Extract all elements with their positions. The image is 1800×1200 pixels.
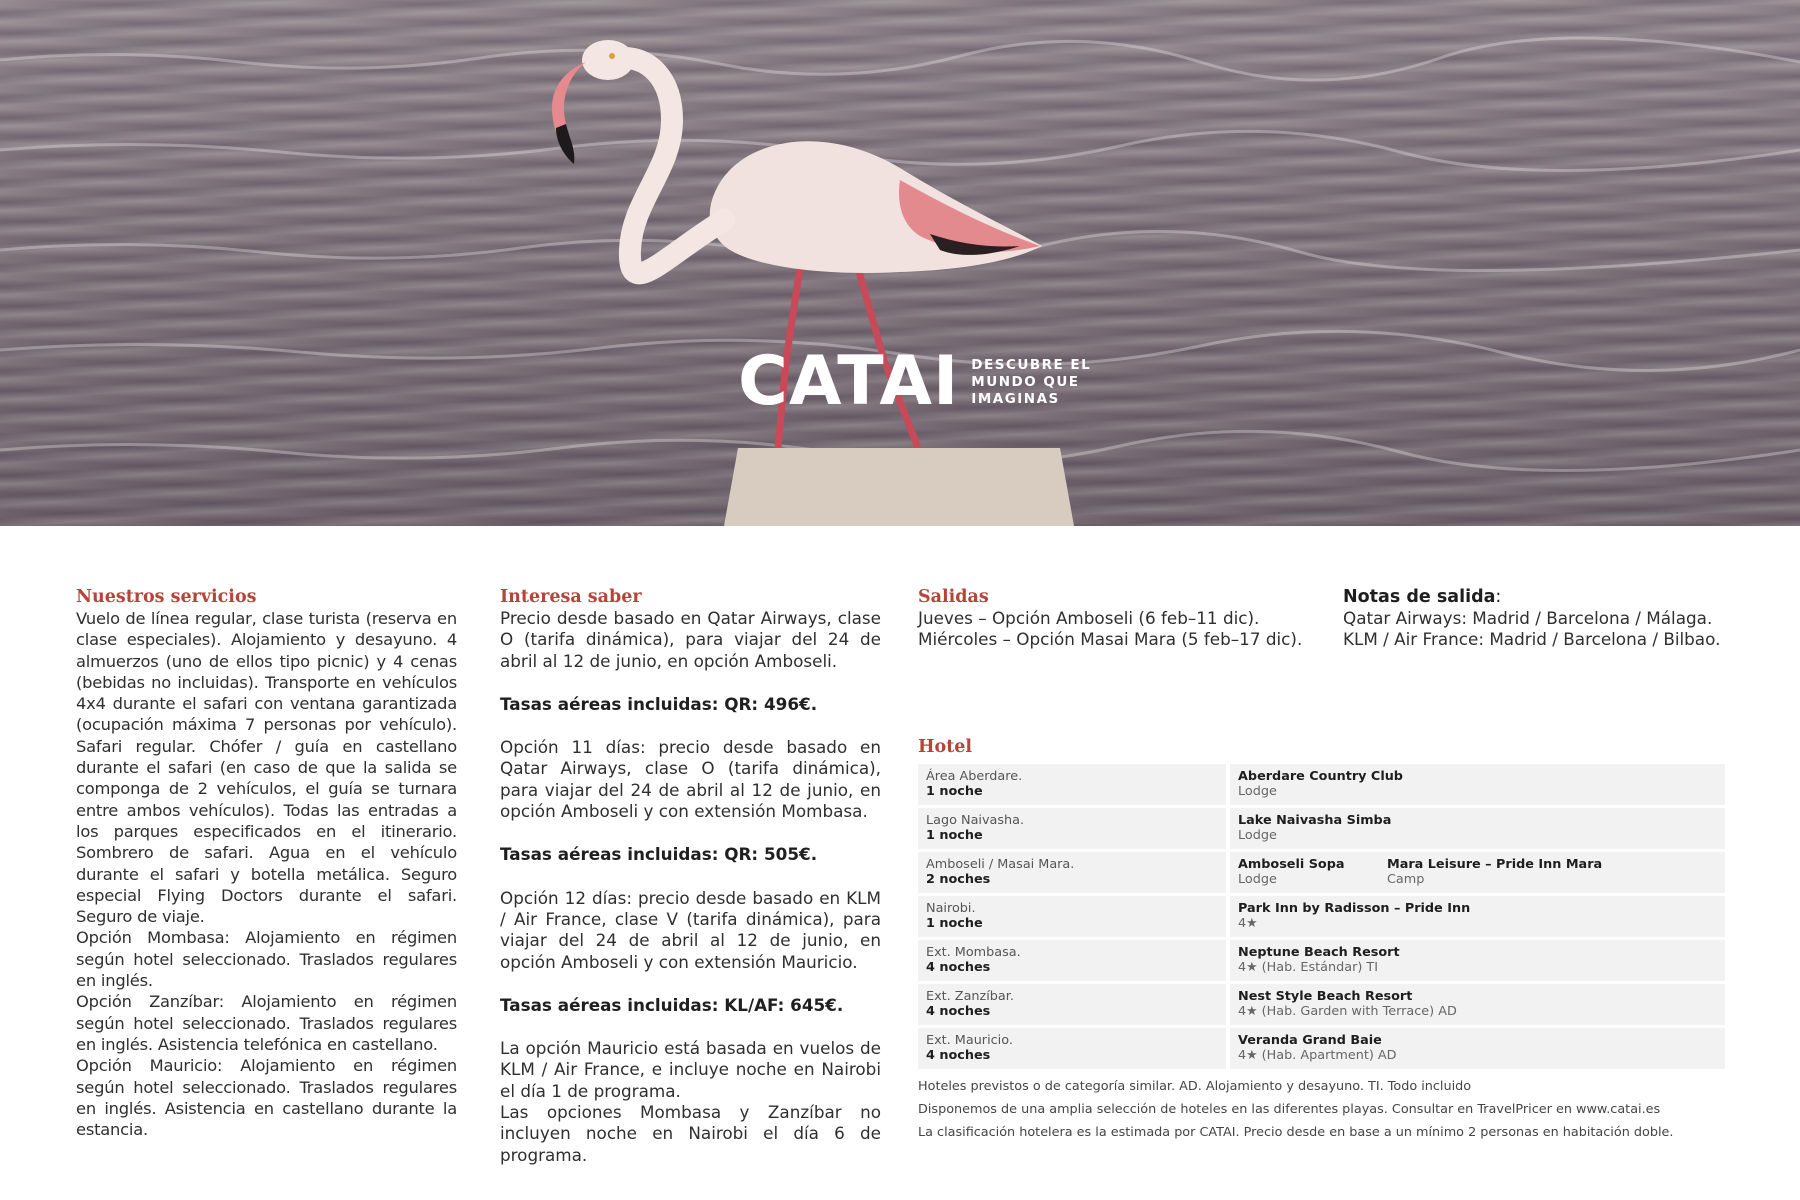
table-row	[918, 852, 1725, 893]
hotel-name: Veranda Grand Baie	[1238, 1033, 1382, 1048]
hotel-name: Nest Style Beach Resort	[1238, 989, 1413, 1004]
hotel-category: Camp	[1387, 872, 1425, 887]
tagline-line: MUNDO QUE	[971, 373, 1080, 390]
hotel-area-cell	[918, 808, 1226, 849]
hotel-entry	[1238, 901, 1470, 932]
services-paragraph: Opción Mauricio: Alojamiento en régimen según hotel seleccionado. Traslados regulares en inglés. Asistencia en castellano durante la estancia.	[76, 1056, 457, 1140]
hotel-name: Park Inn by Radisson – Pride Inn	[1238, 901, 1471, 916]
info-paragraph: La opción Mauricio está basada en vuelos de KLM / Air France, e incluye noche en Nairobi el día 1 de programa.	[500, 1038, 881, 1101]
flamingo-head	[582, 40, 634, 80]
hotel-category: Lodge	[1238, 872, 1277, 887]
hotel-category: Lodge	[1238, 828, 1277, 843]
departure-note-line: Qatar Airways: Madrid / Barcelona / Málaga.	[1343, 608, 1713, 628]
hero-image	[0, 0, 1800, 526]
hotel-area-cell	[918, 984, 1226, 1025]
area-nights: 1 noche	[926, 784, 983, 799]
departures-section	[918, 586, 1308, 651]
logo-tagline	[971, 357, 1091, 408]
hotel-name: Neptune Beach Resort	[1238, 945, 1400, 960]
hotel-entry	[1238, 769, 1403, 800]
hotel-names-cell	[1230, 1028, 1725, 1069]
table-row	[918, 940, 1725, 981]
table-row	[918, 1028, 1725, 1069]
hotel-category: 4★ (Hab. Estándar) TI	[1238, 960, 1378, 975]
hotel-names-cell	[1230, 940, 1725, 981]
table-row	[918, 808, 1725, 849]
departure-notes-section	[1343, 586, 1733, 651]
tax-line: Tasas aéreas incluidas: QR: 496€.	[500, 693, 818, 714]
hotel-area-cell	[918, 896, 1226, 937]
area-nights: 4 noches	[926, 960, 991, 975]
hotel-entry	[1238, 857, 1387, 888]
hotel-note: Hoteles previstos o de categoría similar. AD. Alojamiento y desayuno. TI. Todo incluido	[918, 1079, 1472, 1094]
hotel-name: Aberdare Country Club	[1238, 769, 1403, 784]
hotel-name: Amboseli Sopa	[1238, 857, 1345, 872]
tagline-line: DESCUBRE EL	[971, 356, 1092, 373]
hotel-notes	[918, 1075, 1725, 1144]
area-nights: 4 noches	[926, 1048, 991, 1063]
hotel-names-cell	[1230, 896, 1725, 937]
services-section	[76, 586, 457, 1140]
pedestal-block	[724, 448, 1074, 526]
table-row	[918, 984, 1725, 1025]
hotel-area-cell	[918, 764, 1226, 805]
hotel-entry	[1238, 989, 1457, 1020]
hotel-category: Lodge	[1238, 784, 1277, 799]
departure-line: Jueves – Opción Amboseli (6 feb–11 dic).	[918, 608, 1260, 628]
hotel-names-cell	[1230, 808, 1725, 849]
area-name: Ext. Mombasa.	[926, 945, 1021, 960]
info-paragraph: Las opciones Mombasa y Zanzíbar no incluyen noche en Nairobi el día 6 de programa.	[500, 1102, 881, 1165]
services-paragraph: Opción Zanzíbar: Alojamiento en régimen según hotel seleccionado. Traslados regulares en inglés. Asistencia telefónica en castellano.	[76, 992, 457, 1054]
area-name: Amboseli / Masai Mara.	[926, 857, 1075, 872]
services-paragraph: Vuelo de línea regular, clase turista (reserva en clase especiales). Alojamiento y desayuno. 4 almuerzos (uno de ellos tipo picnic) y 4 cenas (bebidas no incluidas). Transporte en vehículos 4x4 durante el safari con ventana garantizada (ocupación máxima 7 personas por vehículo). Safari regular. Chófer / guía en castellano durante el safari (en caso de que la salida se componga de 2 vehículos, el guía se turnara entre ambos vehículos). Todas las entradas a los parques especificados en el itinerario. Sombrero de safari. Agua en el vehículo durante el safari y botella metálica. Seguro especial Flying Doctors durante el safari. Seguro de viaje.	[76, 609, 457, 927]
area-name: Ext. Zanzíbar.	[926, 989, 1014, 1004]
catai-logo	[738, 342, 1092, 421]
area-nights: 2 noches	[926, 872, 991, 887]
hotel-table	[918, 764, 1725, 1069]
hotel-names-cell	[1230, 852, 1725, 893]
tagline-line: IMAGINAS	[971, 390, 1060, 407]
table-row	[918, 764, 1725, 805]
flamingo-illustration	[0, 0, 1800, 526]
departure-line: Miércoles – Opción Masai Mara (5 feb–17 dic).	[918, 629, 1303, 650]
hotel-name: Mara Leisure – Pride Inn Mara	[1387, 857, 1603, 872]
hotel-note: Disponemos de una amplia selección de hoteles en las diferentes playas. Consultar en TravelPricer en www.catai.es	[918, 1102, 1661, 1117]
departure-notes-heading-text: Notas de salida	[1343, 587, 1496, 607]
hotel-entry	[1238, 1033, 1397, 1064]
hotel-category: 4★	[1238, 916, 1258, 931]
hotel-area-cell	[918, 852, 1226, 893]
hotel-heading: Hotel	[918, 737, 973, 757]
info-heading: Interesa saber	[500, 587, 642, 607]
departure-notes-heading	[1343, 586, 1733, 608]
hotel-names-cell	[1230, 984, 1725, 1025]
hotel-category: 4★ (Hab. Apartment) AD	[1238, 1048, 1397, 1063]
departures-heading: Salidas	[918, 587, 989, 607]
info-paragraph: Opción 12 días: precio desde basado en KLM / Air France, clase V (tarifa dinámica), para viajar del 24 de abril al 12 de junio, en opción Amboseli y con extensión Mauricio.	[500, 887, 881, 972]
hotel-section	[918, 736, 1725, 1144]
hotel-entry	[1387, 857, 1602, 888]
area-nights: 1 noche	[926, 828, 983, 843]
hotel-names-cell	[1230, 764, 1725, 805]
area-nights: 1 noche	[926, 916, 983, 931]
area-name: Nairobi.	[926, 901, 976, 916]
departure-note-line: KLM / Air France: Madrid / Barcelona / Bilbao.	[1343, 629, 1721, 650]
flamingo-body	[710, 141, 1042, 273]
area-name: Lago Naivasha.	[926, 813, 1025, 828]
hotel-area-cell	[918, 940, 1226, 981]
info-paragraph: Precio desde basado en Qatar Airways, clase O (tarifa dinámica), para viajar del 24 de abril al 12 de junio, en opción Amboseli.	[500, 608, 881, 671]
area-name: Área Aberdare.	[926, 769, 1023, 784]
logo-wordmark: CATAI	[738, 342, 960, 421]
table-row	[918, 896, 1725, 937]
hotel-category: 4★ (Hab. Garden with Terrace) AD	[1238, 1004, 1457, 1019]
services-paragraph: Opción Mombasa: Alojamiento en régimen según hotel seleccionado. Traslados regulares en inglés.	[76, 928, 457, 991]
tax-line: Tasas aéreas incluidas: KL/AF: 645€.	[500, 994, 844, 1015]
info-section	[500, 586, 881, 1166]
hotel-area-cell	[918, 1028, 1226, 1069]
services-heading: Nuestros servicios	[76, 587, 257, 607]
hotel-entry	[1238, 945, 1400, 976]
area-nights: 4 noches	[926, 1004, 991, 1019]
area-name: Ext. Mauricio.	[926, 1033, 1013, 1048]
info-paragraph: Opción 11 días: precio desde basado en Qatar Airways, clase O (tarifa dinámica), para viajar del 24 de abril al 12 de junio, en opción Amboseli y con extensión Mombasa.	[500, 737, 881, 822]
hotel-note: La clasificación hotelera es la estimada por CATAI. Precio desde en base a un mínimo 2 personas en habitación doble.	[918, 1125, 1674, 1140]
hotel-entry	[1238, 813, 1391, 844]
tax-line: Tasas aéreas incluidas: QR: 505€.	[500, 844, 818, 865]
departure-notes-colon: :	[1495, 587, 1502, 607]
hotel-name: Lake Naivasha Simba	[1238, 813, 1392, 828]
